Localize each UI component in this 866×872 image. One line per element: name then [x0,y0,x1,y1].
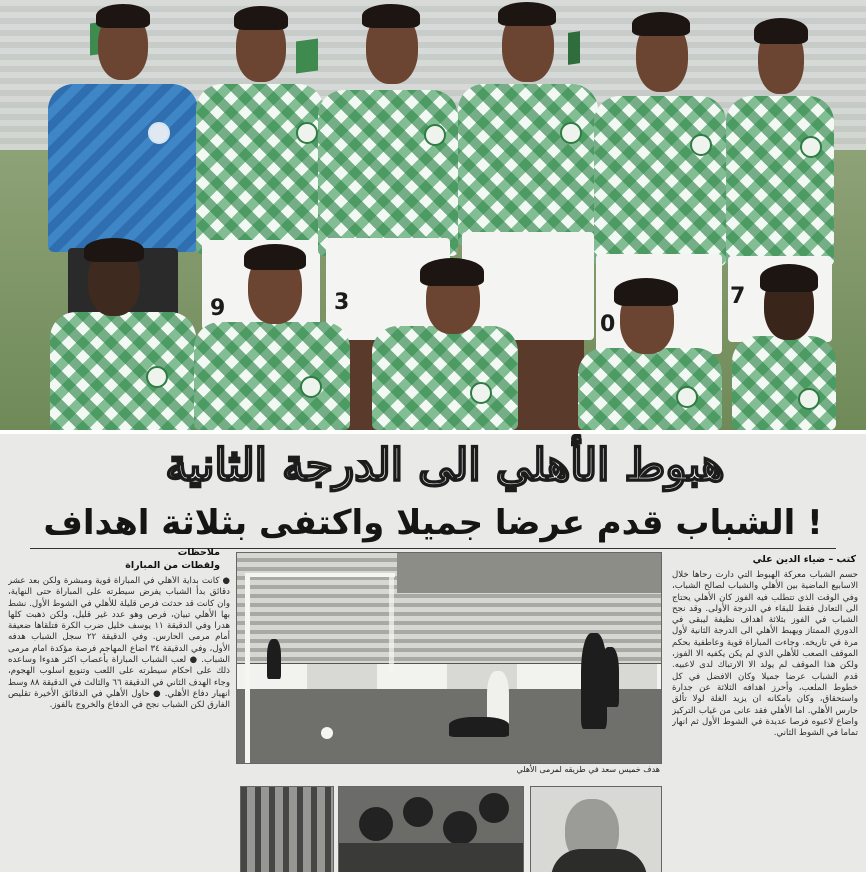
match-photo [236,552,662,764]
goal-crossbar [245,573,395,577]
team-photo [0,0,866,430]
newspaper-subheadline: الشباب قدم عرضا جميلا واكتفى بثلاثة اهداف ! [43,503,823,543]
flag-icon [568,31,580,65]
right-column-text: حسم الشباب معركة الهبوط التي دارت رحاها خلال الاسابيع الماضية بين الأهلي والشباب لصالح الشباب، وفي الوقت الذي تتطلب فيه الفوز كان الأهلي يحتاج الى التعادل فقط للبقاء في الدرجة الأولى. وقد نجح الشباب في الفوز بثلاثة اهداف نظيفة ليبقى في الدوري الممتاز ويهبط الأهلي الى الدرجة الثانية لأول مرة في تاريخه. وجاءت المباراة قوية وعاطفية بحكم الموقف الصعب للأهلي الذي لم يكن يكفيه الا الفوز، ولكن هذا الموقف لم يولد الا الارتباك لدى لاعبيه. قدم الشباب عرضا جميلا وكان الافضل في كل خطوط الملعب، وأحرز اهدافه الثلاثة عن جدارة واستحقاق، وكان بامكانه ان يزيد الغلة لولا تألق حارس الأهلي. اما الأهلي فقد عانى من غياب التركيز واضاع لاعبوه فرصا عديدة في الشوط الأول ثم انهار تماما في الشوط الثاني. [672,570,858,739]
shirt-number: 3 [334,290,350,315]
byline: كتب – ضياء الدين علي [752,554,856,565]
shirt-number: 7 [730,284,746,309]
right-column [672,570,858,872]
newspaper-clipping [0,434,866,872]
photo-stand-roof [397,553,661,593]
shirt-number: 9 [210,296,226,321]
notes-heading-line-1: ملاحظات [177,547,220,558]
photo-caption: هدف خميس سعد في طريقه لمرمى الأهلي [516,765,660,774]
left-column [8,576,230,872]
player-figure-fallen [449,717,509,737]
notes-heading-line-2: ولقطات من المباراة [125,560,220,571]
shirt-number: 0 [600,312,616,337]
flag-icon [296,38,318,73]
stadium-gate-photo [240,786,334,872]
crowd-photo [338,786,524,872]
player-figure [267,639,281,679]
ball-icon [321,727,333,739]
portrait-photo [530,786,662,872]
notes-heading [40,546,220,572]
newspaper-headline: هبوط الأهلي الى الدرجة الثانية [165,440,725,491]
goal-post [245,573,250,763]
player-figure [601,647,619,707]
goal-post [389,573,394,673]
left-column-text: ● كانت بداية الأهلي في المباراة قوية ومبشرة ولكن بعد عشر دقائق بدأ الشباب يفرض سيطرته على المباراة حتى النهاية، وان كانت قد حدثت فرص قليلة للأهلي في الشوط الأول. نشط بها الأهلي تبيان، فرص وهو عدد غير قليل، ولكن ذهبت كلها هدرا وفي الدقيقة ١١ يوسف خليل ضرب الكرة فتلقاها ضعيفة أمام مرمى الحارس. وفي الدقيقة ٢٢ سجل الشباب هدفه الأول، وفي الدقيقة ٣٤ اضاع المهاجم فرصة مؤكدة امام مرمى الشباب. ● لعب الشباب المباراة بأعصاب اكثر هدوءا وساعده ذلك على احكام سيطرته على اللعب وتنويع اسلوب الهجوم، وجاء الهدف الثاني في الدقيقة ٦٦ والثالث في الدقيقة ٨٨ وسط انهيار دفاع الأهلي. ● حاول الأهلي في الدقائق الأخيرة تقليص الفارق لكن الشباب نجح في الدفاع والخروج بالفوز. [8,576,230,711]
